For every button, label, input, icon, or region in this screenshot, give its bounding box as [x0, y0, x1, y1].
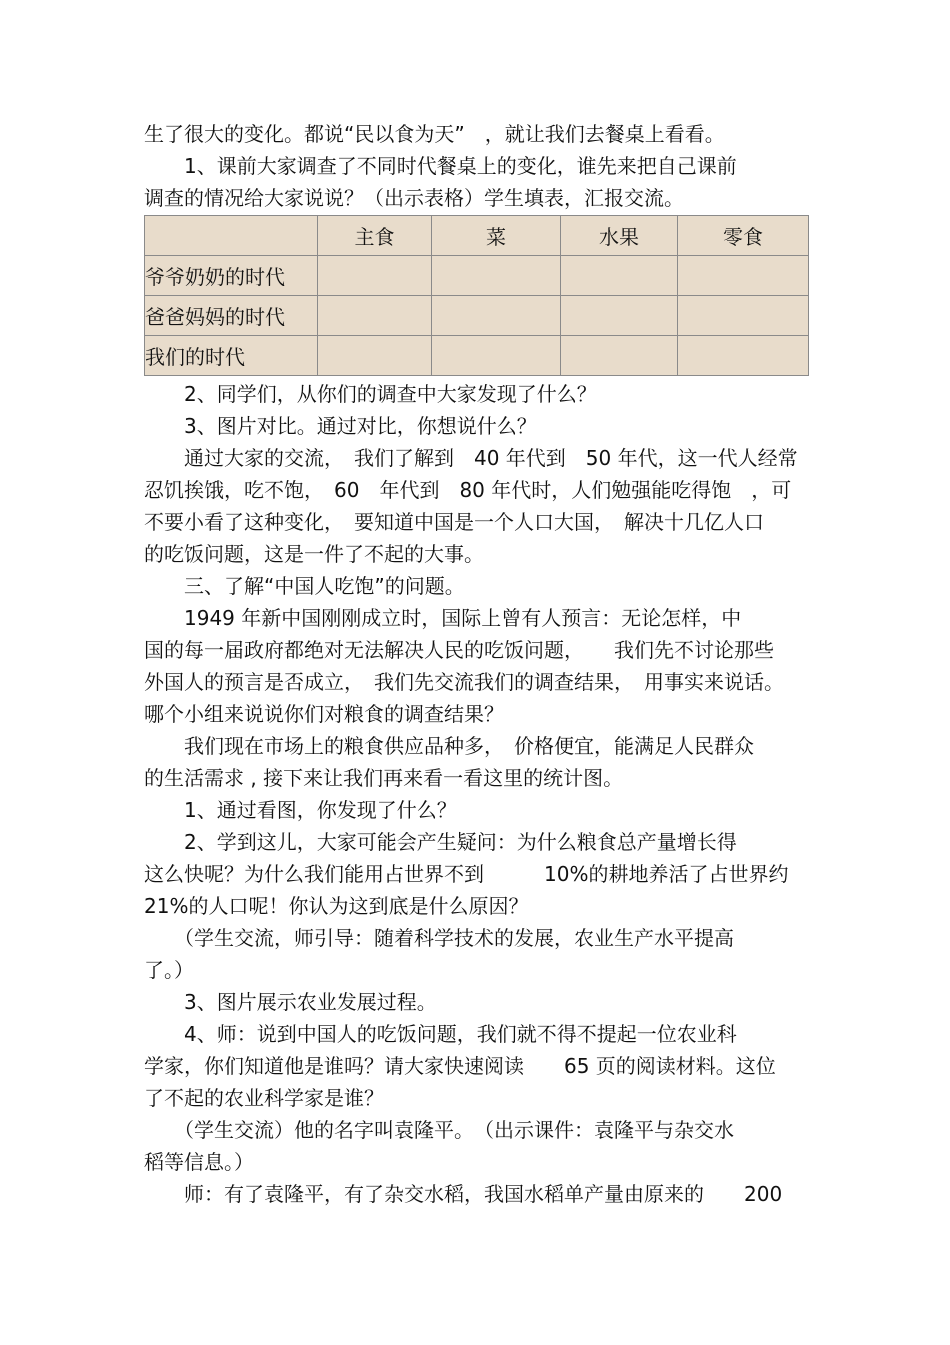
text-line: 了不起的农业科学家是谁？: [144, 1086, 384, 1110]
table-row: [145, 256, 809, 296]
table-header-cell: 主食: [318, 216, 432, 256]
table-row-label: 爷爷奶奶的时代: [145, 256, 318, 296]
text-line: （学生交流，师引导：随着科学技术的发展，农业生产水平提高: [144, 926, 734, 950]
table-row: [145, 296, 809, 336]
text-line: 师：有了袁隆平，有了杂交水稻，我国水稻单产量由原来的 200: [144, 1182, 783, 1206]
table-cell: [318, 256, 432, 296]
text-line: 稻等信息。）: [144, 1150, 254, 1174]
text-line: 的生活需求 , 接下来让我们再来看一看这里的统计图。: [144, 766, 624, 790]
body-paragraphs: [144, 378, 810, 1210]
table-cell: [561, 296, 678, 336]
text-line: 学家，你们知道他是谁吗？请大家快速阅读 65 页的阅读材料。这位: [144, 1054, 776, 1078]
text-line: 不要小看了这种变化， 要知道中国是一个人口大国， 解决十几亿人口: [144, 510, 764, 534]
text-line: 国的每一届政府都绝对无法解决人民的吃饭问题， 我们先不讨论那些: [144, 638, 774, 662]
text-line: 21%的人口呢！你认为这到底是什么原因？: [144, 894, 529, 918]
text-line: 1、通过看图，你发现了什么？: [144, 798, 457, 822]
intro-paragraphs: [144, 118, 810, 214]
table-header-cell: 菜: [432, 216, 561, 256]
table-cell: [432, 256, 561, 296]
text-line: 2、同学们，从你们的调查中大家发现了什么？: [144, 382, 597, 406]
text-line: 2、学到这儿，大家可能会产生疑问：为什么粮食总产量增长得: [144, 830, 737, 854]
text-line: 1949 年新中国刚刚成立时，国际上曾有人预言：无论怎样，中: [144, 606, 742, 630]
text-line: 了。）: [144, 958, 194, 982]
text-line: 通过大家的交流， 我们了解到 40 年代到 50 年代，这一代人经常: [144, 446, 798, 470]
text-line: （学生交流）他的名字叫袁隆平。 （出示课件：袁隆平与杂交水: [144, 1118, 734, 1142]
table-cell: [678, 336, 809, 376]
text-line: 外国人的预言是否成立， 我们先交流我们的调查结果， 用事实来说话。: [144, 670, 784, 694]
table-header-row: [145, 216, 809, 256]
text-line: 的吃饭问题，这是一件了不起的大事。: [144, 542, 484, 566]
table-cell: [561, 256, 678, 296]
table-cell: [561, 336, 678, 376]
table-cell: [432, 336, 561, 376]
table-cell: [678, 296, 809, 336]
table-cell: [318, 336, 432, 376]
text-line: 这么快呢？为什么我们能用占世界不到 10%的耕地养活了占世界约: [144, 862, 789, 886]
text-line: 哪个小组来说说你们对粮食的调查结果？: [144, 702, 504, 726]
table-header-cell: [145, 216, 318, 256]
text-line: 我们现在市场上的粮食供应品种多， 价格便宜，能满足人民群众: [144, 734, 754, 758]
table-row-label: 爸爸妈妈的时代: [145, 296, 318, 336]
text-line: 忍饥挨饿，吃不饱， 60 年代到 80 年代时，人们勉强能吃得饱 ，可: [144, 478, 792, 502]
text-line: 三、了解“中国人吃饱”的问题。: [144, 574, 465, 598]
text-line: 4、师：说到中国人的吃饭问题，我们就不得不提起一位农业科: [144, 1022, 737, 1046]
table-cell: [318, 296, 432, 336]
table-cell: [678, 256, 809, 296]
text-line: 生了很大的变化。都说“民以食为天” ，就让我们去餐桌上看看。: [144, 122, 725, 146]
table-row-label: 我们的时代: [145, 336, 318, 376]
table-header-cell: 零食: [678, 216, 809, 256]
text-line: 3、图片展示农业发展过程。: [144, 990, 437, 1014]
text-line: 3、图片对比。通过对比，你想说什么？: [144, 414, 537, 438]
table-cell: [432, 296, 561, 336]
table-header-cell: 水果: [561, 216, 678, 256]
survey-table: [144, 215, 809, 376]
text-line: 1、课前大家调查了不同时代餐桌上的变化，谁先来把自己课前: [144, 154, 737, 178]
table-row: [145, 336, 809, 376]
text-line: 调查的情况给大家说说？（出示表格）学生填表，汇报交流。: [144, 186, 684, 210]
